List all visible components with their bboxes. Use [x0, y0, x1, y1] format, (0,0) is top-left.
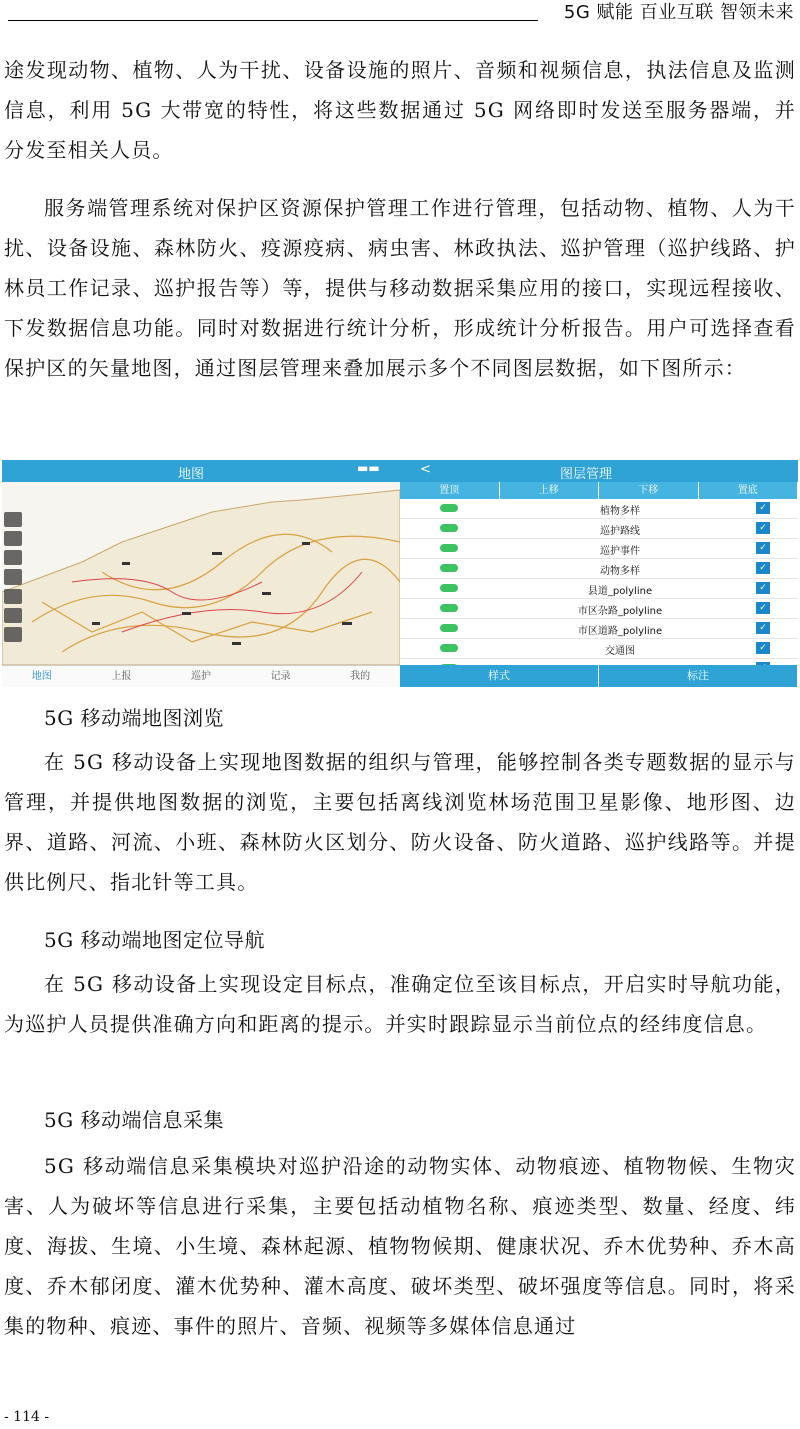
layer-name: 巡护路线 — [600, 526, 640, 537]
header-rule — [8, 20, 538, 21]
layer-row[interactable] — [400, 519, 798, 539]
layer-order-buttons — [400, 482, 798, 499]
toggle-switch[interactable] — [440, 524, 458, 532]
gallery-icon[interactable] — [4, 531, 22, 546]
map-title: 地图 — [178, 467, 205, 482]
nav-item-records[interactable]: 记录 — [270, 671, 291, 682]
toggle-switch[interactable] — [440, 624, 458, 632]
paragraph-3: 在 5G 移动设备上实现地图数据的组织与管理，能够控制各类专题数据的显示与管理，并提供地图数据的浏览，主要包括离线浏览林场范围卫星影像、地形图、边界、道路、河流、小班、森林防火区划分、防火设备、防火道路、巡护线路等。并提供比例尺、指北针等工具。 — [4, 750, 796, 894]
page-number: - 114 - — [4, 1409, 50, 1425]
layer-row[interactable] — [400, 599, 798, 619]
toggle-switch[interactable] — [440, 604, 458, 612]
layer-row[interactable] — [400, 559, 798, 579]
layer-row[interactable] — [400, 579, 798, 599]
check-icon[interactable]: ✓ — [756, 582, 770, 594]
check-icon[interactable]: ✓ — [756, 622, 770, 634]
clear-icon[interactable] — [4, 589, 22, 604]
layer-name: 市区杂路_polyline — [577, 606, 663, 617]
move-bottom-button[interactable]: 置底 — [699, 482, 799, 499]
nav-item-patrol[interactable]: 巡护 — [190, 671, 211, 682]
move-up-button[interactable]: 上移 — [500, 482, 600, 499]
back-icon[interactable]: < — [420, 462, 431, 477]
layer-bottom-bar — [400, 665, 798, 687]
toggle-switch[interactable] — [440, 644, 458, 652]
toggle-switch[interactable] — [440, 544, 458, 552]
paragraph-1: 途发现动物、植物、人为干扰、设备设施的照片、音频和视频信息，执法信息及监测信息，利用 5G 大带宽的特性，将这些数据通过 5G 网络即时发送至服务器端，并分发至相关人员。 — [4, 58, 796, 162]
locate-icon[interactable] — [4, 569, 22, 584]
layer-manager-screen — [400, 460, 798, 687]
check-icon[interactable]: ✓ — [756, 602, 770, 614]
layer-list — [400, 499, 798, 679]
check-icon[interactable]: ✓ — [756, 502, 770, 514]
toggle-switch[interactable] — [440, 504, 458, 512]
paragraph-5: 5G 移动端信息采集模块对巡护沿途的动物实体、动物痕迹、植物物候、生物灾害、人为破坏等信息进行采集，主要包括动植物名称、痕迹类型、数量、经度、纬度、海拔、生境、小生境、森林起源、植物物候期、健康状况、乔木优势种、乔木高度、乔木郁闭度、灌木优势种、灌木高度、破坏类型、破坏强度等信息。同时，将采集的物种、痕迹、事件的照片、音频、视频等多媒体信息通过 — [4, 1154, 796, 1338]
toggle-switch[interactable] — [440, 564, 458, 572]
expand-icon[interactable]: ▬▬ — [357, 461, 380, 475]
check-icon[interactable]: ✓ — [756, 642, 770, 654]
section-heading-collection: 5G 移动端信息采集 — [44, 1108, 225, 1132]
layer-row[interactable] — [400, 639, 798, 659]
check-icon[interactable]: ✓ — [756, 542, 770, 554]
layer-name: 县道_polyline — [587, 586, 653, 597]
nav-item-map[interactable]: 地图 — [31, 671, 52, 682]
nav-item-mine[interactable]: 我的 — [350, 671, 371, 682]
layers-icon[interactable] — [4, 512, 22, 527]
map-bottom-nav — [2, 665, 400, 687]
layer-name: 市区道路_polyline — [577, 626, 663, 637]
layer-row[interactable] — [400, 499, 798, 519]
section-heading-navigation: 5G 移动端地图定位导航 — [44, 928, 266, 952]
map-toolbar — [4, 512, 24, 642]
page-header — [0, 0, 800, 22]
map-topbar — [2, 460, 400, 482]
map-illustration — [2, 482, 400, 665]
layer-name: 交通图 — [605, 646, 635, 657]
nav-item-report[interactable]: 上报 — [111, 671, 132, 682]
header-title: 5G 赋能 百业互联 智领未来 — [563, 2, 794, 23]
paragraph-4: 在 5G 移动设备上实现设定目标点，准确定位至该目标点，开启实时导航功能，为巡护人员提供准确方向和距离的提示。并实时跟踪显示当前位点的经纬度信息。 — [4, 972, 796, 1036]
edit-icon[interactable] — [4, 608, 22, 623]
paragraph-2: 服务端管理系统对保护区资源保护管理工作进行管理，包括动物、植物、人为干扰、设备设施、森林防火、疫源疫病、病虫害、林政执法、巡护管理（巡护线路、护林员工作记录、巡护报告等）等，提供与移动数据采集应用的接口，实现远程接收、下发数据信息功能。同时对数据进行统计分析，形成统计分析报告。用户可选择查看保护区的矢量地图，通过图层管理来叠加展示多个不同图层数据，如下图所示： — [4, 196, 796, 380]
app-screenshot-figure — [2, 460, 798, 687]
zoom-icon[interactable] — [4, 627, 22, 642]
map-view[interactable] — [2, 482, 400, 665]
style-button[interactable]: 样式 — [400, 665, 599, 687]
layer-name: 动物多样 — [600, 566, 640, 577]
toggle-switch[interactable] — [440, 584, 458, 592]
layer-row[interactable] — [400, 619, 798, 639]
move-top-button[interactable]: 置顶 — [400, 482, 500, 499]
layer-name: 巡护事件 — [600, 546, 640, 557]
move-down-button[interactable]: 下移 — [599, 482, 699, 499]
layer-name: 植物多样 — [600, 506, 640, 517]
layer-topbar — [400, 460, 798, 482]
section-heading-map-browse: 5G 移动端地图浏览 — [44, 706, 225, 730]
check-icon[interactable]: ✓ — [756, 522, 770, 534]
check-icon[interactable]: ✓ — [756, 562, 770, 574]
measure-icon[interactable] — [4, 550, 22, 565]
label-button[interactable]: 标注 — [599, 665, 798, 687]
layer-title: 图层管理 — [560, 467, 613, 482]
map-screen — [2, 460, 400, 687]
layer-row[interactable] — [400, 539, 798, 559]
